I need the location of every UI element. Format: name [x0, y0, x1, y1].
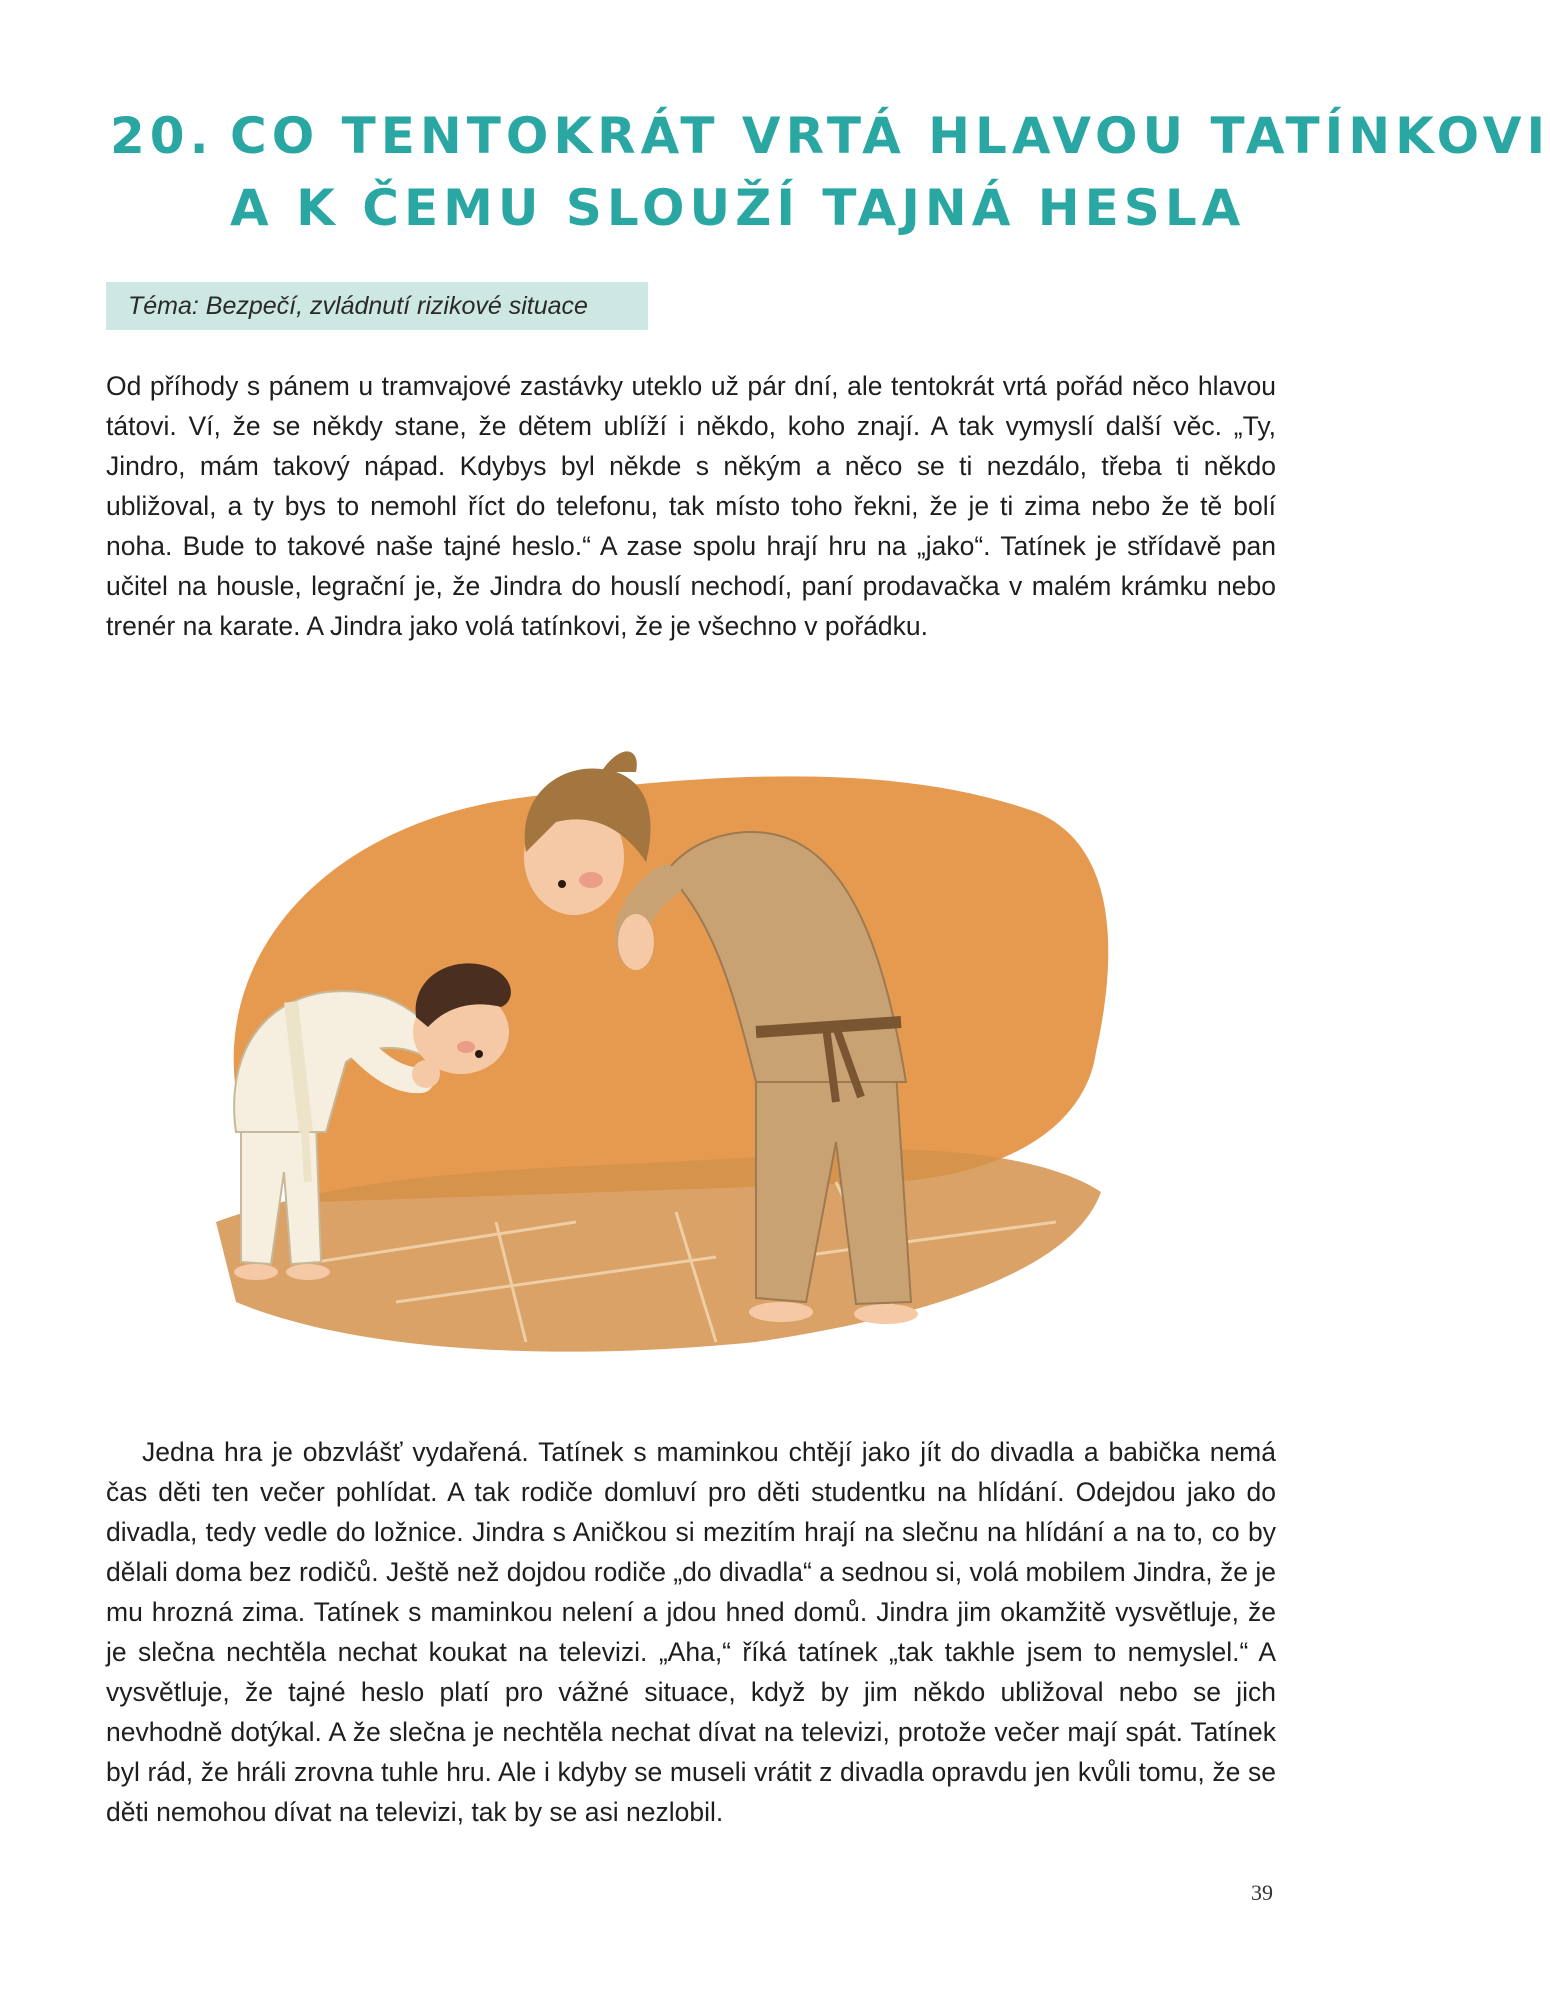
theme-label: Téma: Bezpečí, zvládnutí rizikové situace [106, 282, 648, 330]
paragraph-1: Od příhody s pánem u tramvajové zastávky uteklo už pár dní, ale tentokrát vrtá pořád něco hlavou tátovi. Ví, že se někdy stane, že dětem ublíží i někdo, koho znají. A tak vymyslí další věc. „Ty, Jindro, mám takový nápad. Kdybys byl někde s někým a něco se ti nezdálo, třeba ti někdo ubližoval, a ty bys to nemohl říct do telefonu, tak místo toho řekni, že je ti zima nebo že tě bolí noha. Bude to takové naše tajné heslo.“ A zase spolu hrají hru na „jako“. Tatínek je střídavě pan učitel na housle, legrační je, že Jindra do houslí nechodí, paní prodavačka v malém krámku nebo trenér na karate. A Jindra jako volá tatínkovi, že je všechno v pořádku. [106, 371, 1276, 641]
paragraph-2: Jedna hra je obzvlášť vydařená. Tatínek s maminkou chtějí jako jít do divadla a babička nemá čas děti ten večer pohlídat. A tak rodiče domluví pro děti studentku na hlídání. Odejdou jako do divadla, tedy vedle do ložnice. Jindra s Aničkou si mezitím hrají na slečnu na hlídání a na to, co by dělali doma bez rodičů. Ještě než dojdou rodiče „do divadla“ a sednou si, volá mobilem Jindra, že je mu hrozná zima. Tatínek s maminkou nelení a jdou hned domů. Jindra jim okamžitě vysvětluje, že je slečna nechtěla nechat koukat na televizi. „Aha,“ říká tatínek „tak takhle jsem to nemyslel.“ A vysvětluje, že tajné heslo platí pro vážné situace, když by jim někdo ubližoval nebo se jich nevhodně dotýkal. A že slečna je nechtěla nechat dívat na televizi, protože večer mají spát. Tatínek byl rád, že hráli zrovna tuhle hru. Ale i kdyby se museli vrátit z divadla opravdu jen kvůli tomu, že se děti nemohou dívat na televizi, tak by se asi nezlobil. [106, 1437, 1276, 1827]
chapter-title-line-2: A K ČEMU SLOUŽÍ TAJNÁ HESLA [230, 179, 1246, 237]
page-number: 39 [1251, 1880, 1273, 1905]
chapter-number: 20. [110, 107, 214, 165]
illustration-backdrop [234, 776, 1109, 1202]
illustration-bowing-karate [196, 702, 1126, 1362]
chapter-title-line-1: CO TENTOKRÁT VRTÁ HLAVOU TATÍNKOVI [230, 107, 1550, 165]
chapter-title [110, 100, 1550, 244]
